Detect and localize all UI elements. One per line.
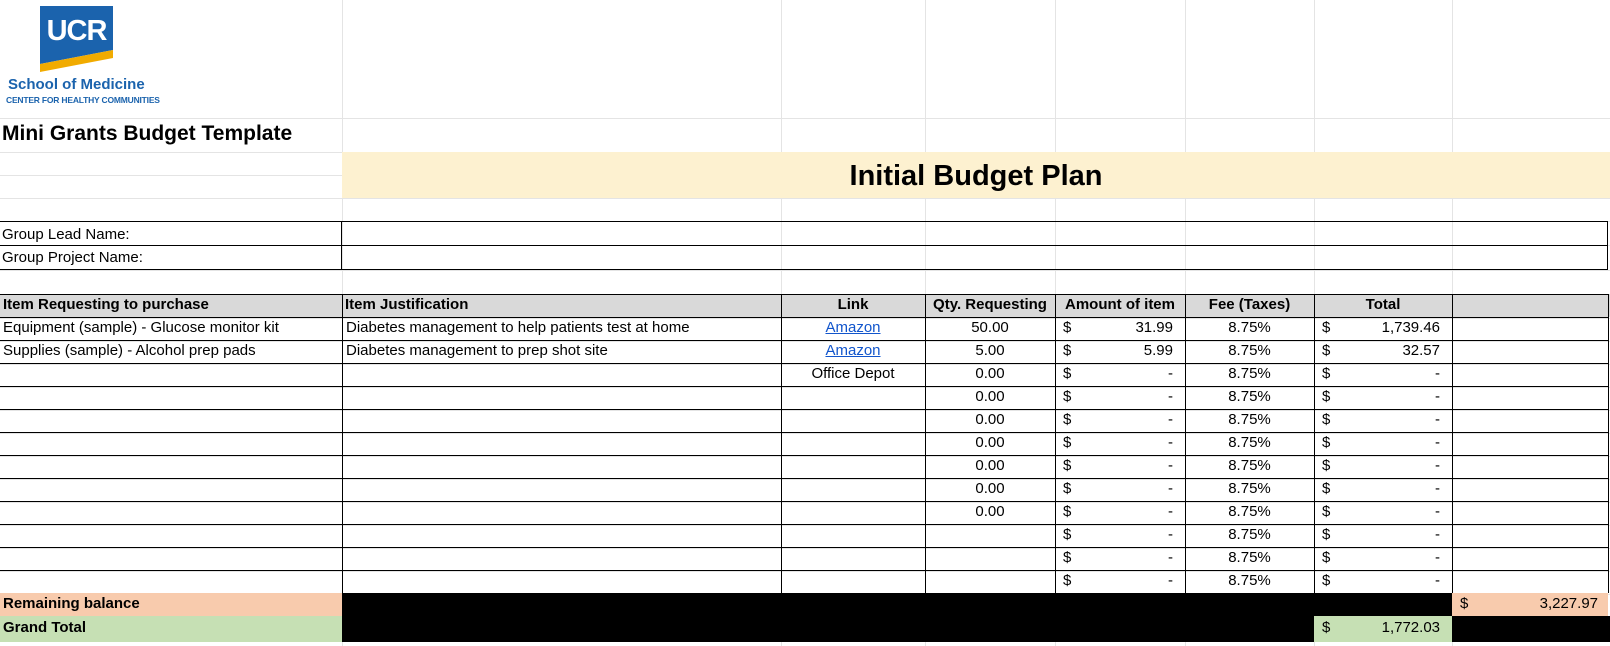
qty-cell[interactable]: 0.00 — [975, 365, 1005, 382]
extra-cell[interactable] — [1453, 317, 1608, 340]
justification-cell[interactable] — [344, 501, 779, 524]
justification-cell[interactable] — [344, 524, 779, 547]
justification-cell[interactable] — [344, 547, 779, 570]
extra-cell[interactable] — [1453, 570, 1608, 593]
column-header: Item Justification — [345, 296, 469, 313]
vendor-link[interactable]: Amazon — [825, 319, 881, 336]
total-currency: $ — [1322, 526, 1331, 543]
link-cell[interactable] — [782, 386, 924, 409]
total-currency: $ — [1322, 503, 1331, 520]
total-currency: $ — [1322, 572, 1331, 589]
grand-total-currency: $ — [1322, 619, 1331, 636]
justification-cell[interactable] — [344, 432, 779, 455]
fee-cell[interactable]: 8.75% — [1228, 319, 1271, 336]
amount-cell[interactable]: 5.99 — [1143, 342, 1173, 359]
qty-cell[interactable] — [926, 547, 1054, 570]
extra-cell[interactable] — [1453, 501, 1608, 524]
black-fill — [342, 616, 1314, 642]
item-cell[interactable]: Supplies (sample) - Alcohol prep pads — [3, 342, 256, 359]
column-header: Qty. Requesting — [933, 296, 1047, 313]
total-cell: - — [1435, 526, 1440, 543]
table-border-h — [0, 524, 1608, 525]
grand-total-value: 1,772.03 — [1381, 619, 1440, 636]
grand-total-label: Grand Total — [3, 619, 87, 636]
item-cell[interactable] — [1, 547, 340, 570]
amount-cell[interactable]: - — [1168, 503, 1173, 520]
total-cell: - — [1435, 503, 1440, 520]
extra-cell[interactable] — [1453, 409, 1608, 432]
total-cell: 1,739.46 — [1381, 319, 1440, 336]
table-border-h — [0, 409, 1608, 410]
justification-cell[interactable] — [344, 570, 779, 593]
gridline-horizontal — [0, 198, 1610, 199]
table-border-h — [0, 317, 1608, 318]
qty-cell[interactable]: 0.00 — [975, 480, 1005, 497]
table-border-v — [781, 294, 782, 593]
fee-cell[interactable]: 8.75% — [1228, 480, 1271, 497]
group-lead-label: Group Lead Name: — [2, 226, 130, 243]
qty-cell[interactable] — [926, 524, 1054, 547]
link-cell[interactable]: Office Depot — [811, 365, 895, 382]
justification-cell[interactable]: Diabetes management to prep shot site — [346, 342, 608, 359]
amount-currency: $ — [1063, 388, 1072, 405]
logo-center-name: CENTER FOR HEALTHY COMMUNITIES — [6, 95, 160, 105]
fee-cell[interactable]: 8.75% — [1228, 365, 1271, 382]
amount-cell[interactable]: - — [1168, 411, 1173, 428]
amount-currency: $ — [1063, 365, 1072, 382]
extra-cell[interactable] — [1453, 524, 1608, 547]
amount-cell[interactable]: - — [1168, 388, 1173, 405]
total-cell: 32.57 — [1402, 342, 1440, 359]
total-currency: $ — [1322, 342, 1331, 359]
justification-cell[interactable] — [344, 386, 779, 409]
table-border-h — [0, 386, 1608, 387]
total-cell: - — [1435, 388, 1440, 405]
qty-cell[interactable]: 0.00 — [975, 388, 1005, 405]
total-currency: $ — [1322, 411, 1331, 428]
table-border-v — [1608, 294, 1609, 593]
item-cell[interactable] — [1, 409, 340, 432]
link-cell[interactable] — [782, 455, 924, 478]
total-currency: $ — [1322, 388, 1331, 405]
amount-currency: $ — [1063, 503, 1072, 520]
qty-cell[interactable]: 5.00 — [975, 342, 1005, 359]
total-cell: - — [1435, 411, 1440, 428]
table-border-h — [0, 455, 1608, 456]
black-fill — [342, 593, 1452, 616]
column-header: Fee (Taxes) — [1208, 296, 1291, 313]
fee-cell[interactable]: 8.75% — [1228, 434, 1271, 451]
extra-cell[interactable] — [1453, 386, 1608, 409]
item-cell[interactable] — [1, 386, 340, 409]
item-cell[interactable] — [1, 501, 340, 524]
extra-cell[interactable] — [1453, 547, 1608, 570]
link-cell[interactable] — [782, 524, 924, 547]
total-currency: $ — [1322, 480, 1331, 497]
justification-cell[interactable] — [344, 363, 779, 386]
fee-cell[interactable]: 8.75% — [1228, 388, 1271, 405]
remaining-balance-label: Remaining balance — [3, 595, 140, 612]
extra-cell[interactable] — [1453, 478, 1608, 501]
qty-cell[interactable]: 0.00 — [975, 457, 1005, 474]
table-border-v — [342, 294, 343, 593]
remaining-balance-value: 3,227.97 — [1539, 595, 1598, 612]
amount-cell[interactable]: - — [1168, 549, 1173, 566]
vendor-link[interactable]: Amazon — [825, 342, 881, 359]
amount-currency: $ — [1063, 549, 1072, 566]
qty-cell[interactable]: 50.00 — [971, 319, 1009, 336]
remaining-currency: $ — [1460, 595, 1469, 612]
table-border-h — [0, 547, 1608, 548]
link-cell[interactable] — [782, 409, 924, 432]
link-cell[interactable] — [782, 432, 924, 455]
total-cell: - — [1435, 365, 1440, 382]
item-cell[interactable] — [1, 363, 340, 386]
amount-cell[interactable]: - — [1168, 480, 1173, 497]
fee-cell[interactable]: 8.75% — [1228, 457, 1271, 474]
column-header — [1453, 294, 1609, 317]
extra-cell[interactable] — [1453, 432, 1608, 455]
item-cell[interactable]: Equipment (sample) - Glucose monitor kit — [3, 319, 279, 336]
justification-cell[interactable] — [344, 409, 779, 432]
ucr-logo — [6, 4, 160, 110]
amount-cell[interactable]: - — [1168, 572, 1173, 589]
amount-cell[interactable]: - — [1168, 434, 1173, 451]
fee-cell[interactable]: 8.75% — [1228, 342, 1271, 359]
total-cell: - — [1435, 480, 1440, 497]
qty-cell[interactable]: 0.00 — [975, 434, 1005, 451]
link-cell[interactable] — [782, 501, 924, 524]
table-border-h — [0, 501, 1608, 502]
justification-cell[interactable] — [344, 478, 779, 501]
amount-cell[interactable]: - — [1168, 365, 1173, 382]
logo-school-name: School of Medicine — [8, 76, 145, 93]
column-header: Total — [1365, 296, 1401, 313]
gridline-horizontal — [0, 270, 1610, 271]
qty-cell[interactable]: 0.00 — [975, 503, 1005, 520]
item-cell[interactable] — [1, 524, 340, 547]
amount-cell[interactable]: - — [1168, 526, 1173, 543]
item-cell[interactable] — [1, 432, 340, 455]
link-cell[interactable] — [782, 478, 924, 501]
extra-cell[interactable] — [1453, 363, 1608, 386]
qty-cell[interactable] — [926, 570, 1054, 593]
table-border-h — [0, 570, 1608, 571]
total-currency: $ — [1322, 365, 1331, 382]
total-cell: - — [1435, 434, 1440, 451]
logo-mark-text: UCR — [46, 15, 107, 47]
fee-cell[interactable]: 8.75% — [1228, 503, 1271, 520]
amount-currency: $ — [1063, 434, 1072, 451]
table-border-h — [0, 294, 1608, 295]
extra-cell[interactable] — [1453, 340, 1608, 363]
table-border-h — [0, 363, 1608, 364]
amount-currency: $ — [1063, 480, 1072, 497]
fee-cell[interactable]: 8.75% — [1228, 572, 1271, 589]
sheet-title: Mini Grants Budget Template — [2, 122, 293, 145]
table-border-h — [0, 478, 1608, 479]
amount-cell[interactable]: - — [1168, 457, 1173, 474]
group-project-label: Group Project Name: — [2, 249, 143, 266]
total-cell: - — [1435, 572, 1440, 589]
amount-currency: $ — [1063, 457, 1072, 474]
table-border-v — [1055, 294, 1056, 593]
table-border-v — [1314, 294, 1315, 593]
banner-title: Initial Budget Plan — [849, 160, 1103, 192]
column-header: Link — [837, 296, 869, 313]
link-cell[interactable] — [782, 570, 924, 593]
group-project-input[interactable] — [343, 247, 1605, 270]
fee-cell[interactable]: 8.75% — [1228, 526, 1271, 543]
table-border-v — [1185, 294, 1186, 593]
total-cell: - — [1435, 549, 1440, 566]
total-currency: $ — [1322, 434, 1331, 451]
item-cell[interactable] — [1, 570, 340, 593]
total-currency: $ — [1322, 319, 1331, 336]
amount-currency: $ — [1063, 572, 1072, 589]
fee-cell[interactable]: 8.75% — [1228, 549, 1271, 566]
amount-currency: $ — [1063, 411, 1072, 428]
column-header: Amount of item — [1065, 296, 1175, 313]
column-header: Item Requesting to purchase — [3, 296, 209, 313]
extra-cell[interactable] — [1453, 455, 1608, 478]
table-border-v — [925, 294, 926, 593]
total-cell: - — [1435, 457, 1440, 474]
amount-cell[interactable]: 31.99 — [1135, 319, 1173, 336]
fee-cell[interactable]: 8.75% — [1228, 411, 1271, 428]
gridline-horizontal — [0, 118, 1610, 119]
qty-cell[interactable]: 0.00 — [975, 411, 1005, 428]
justification-cell[interactable]: Diabetes management to help patients test at home — [346, 319, 690, 336]
item-cell[interactable] — [1, 455, 340, 478]
logo-mark — [40, 6, 113, 72]
table-border-h — [0, 432, 1608, 433]
total-currency: $ — [1322, 549, 1331, 566]
link-cell[interactable] — [782, 547, 924, 570]
black-fill — [1452, 616, 1610, 642]
justification-cell[interactable] — [344, 455, 779, 478]
total-currency: $ — [1322, 457, 1331, 474]
amount-currency: $ — [1063, 319, 1072, 336]
item-cell[interactable] — [1, 478, 340, 501]
amount-currency: $ — [1063, 342, 1072, 359]
table-border-h — [0, 340, 1608, 341]
group-lead-input[interactable] — [343, 224, 1605, 247]
amount-currency: $ — [1063, 526, 1072, 543]
table-border-v — [1452, 294, 1453, 593]
